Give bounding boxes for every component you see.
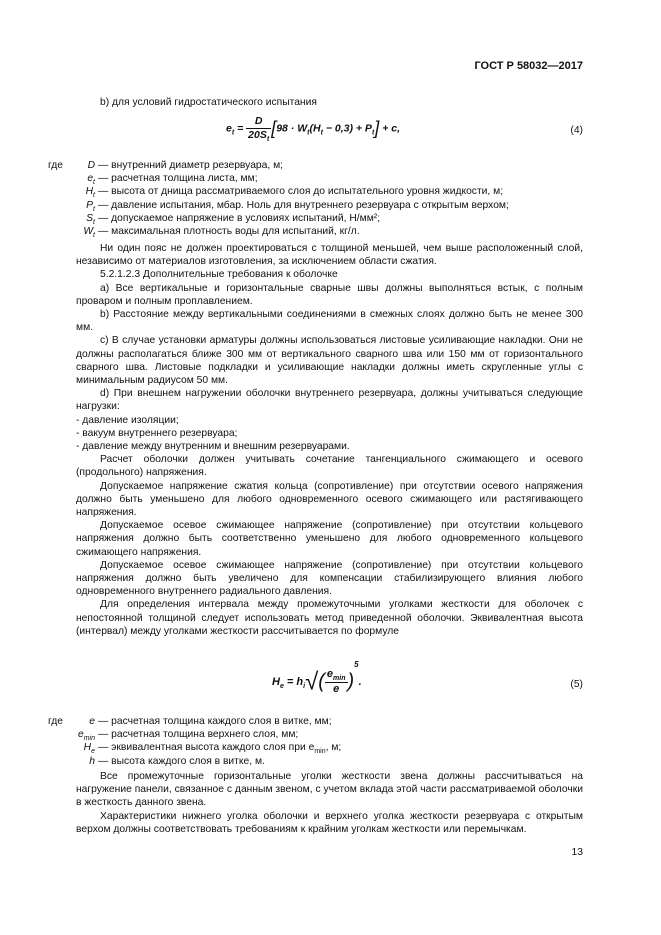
paragraph: - давление между внутренним и внешним резервуарами.	[76, 441, 350, 453]
document-header: ГОСТ Р 58032—2017	[474, 60, 583, 72]
variable-definition	[28, 172, 535, 185]
where-label-2: где	[48, 716, 64, 727]
variable-definition	[28, 741, 535, 754]
variable-description: — расчетная толщина верхнего слоя, мм;	[98, 729, 299, 741]
variable-symbol: $H_e$	[83, 742, 95, 756]
variable-description: — внутренний диаметр резервуара, м;	[98, 160, 284, 171]
variable-definition	[28, 199, 535, 212]
where-label-1: где	[48, 160, 64, 171]
variables-list-2	[28, 715, 535, 768]
intro-b: b) для условий гидростатического испытания	[100, 97, 317, 108]
paragraph: b) Расстояние между вертикальными соединениями в смежных слоях должно быть не менее 300 мм.	[76, 309, 583, 334]
variable-symbol: $H_t$	[85, 186, 95, 200]
paragraph: c) В случае установки арматуры должны использоваться листовые усиливающие накладки. Они не должны располагаться ближе 300 мм от вертикального сварного шва или 150 мм от горизонтального сварного шва. Листовые подкладки и усиливающие накладки должны иметь скругленные углы с минимальным радиусом 50 мм.	[76, 335, 583, 387]
variable-description: — эквивалентная высота каждого слоя при $e_{min}$, м;	[98, 742, 342, 756]
paragraph: - давление изоляции;	[76, 414, 179, 426]
paragraph: - вакуум внутреннего резервуара;	[76, 427, 238, 439]
variable-description: — давление испытания, мбар. Ноль для внутреннего резервуара с открытым верхом;	[98, 199, 509, 211]
variable-symbol: h	[89, 755, 95, 767]
paragraph: Ни один пояс не должен проектироваться с толщиной меньшей, чем выше расположенный слой, независимо от материалов изготовления, за исключением области сжатия.	[76, 243, 583, 268]
eq4-fraction: $\frac{D}{20S_t}$	[248, 115, 270, 144]
paragraph: Все промежуточные горизонтальные уголки жесткости звена должны рассчитываться на нагружение панели, связанное с данным звеном, с учетом вклада этой части рассматриваемой оболочки в жесткость данного звена.	[76, 771, 583, 809]
variable-definition	[28, 159, 535, 172]
equation-5-number: (5)	[570, 679, 583, 690]
variable-description: — расчетная толщина листа, мм;	[98, 173, 258, 185]
variable-description: — максимальная плотность воды для испытаний, кг/л.	[98, 225, 360, 237]
variables-list-1	[28, 159, 535, 238]
variable-definition	[28, 728, 535, 741]
paragraph: d) При внешнем нагружении оболочки внутреннего резервуара, должны учитываться следующие нагрузки:	[76, 388, 583, 413]
variable-description: — расчетная толщина каждого слоя в витке, мм;	[98, 716, 332, 727]
variable-symbol: $e_{min}$	[77, 729, 95, 743]
variable-symbol: $W_t$	[83, 225, 95, 239]
equation-4: $e_t$ = $\frac{D}{20S_t}$ $[98 \cdot W_t(H_t - 0,3) + P_t] + c$,	[226, 115, 401, 144]
variable-definition	[28, 755, 535, 768]
variable-symbol: $S_t$	[86, 212, 95, 226]
equation-5: $H_e = h_i√$( $\frac{e_{min}}{e}$ )$^5$.	[272, 660, 362, 696]
variable-description: — высота каждого слоя в витке, м.	[98, 755, 265, 767]
body-text-1	[76, 242, 583, 638]
paragraph: a) Все вертикальные и горизонтальные сварные швы должны выполняться встык, с полным проваром и полным проплавлением.	[76, 282, 583, 307]
paragraph: Допускаемое осевое сжимающее напряжение (сопротивление) при отсутствии кольцевого напряжения должно быть увеличено для компенсации стабилизирующего влияния любого одновременного внутреннего радиального давления.	[76, 559, 583, 598]
variable-definition	[28, 715, 535, 728]
paragraph: Характеристики нижнего уголка оболочки и верхнего уголка жесткости резервуара с открытым верхом должны соответствовать требованиям к крайним уголкам жесткости или перемычкам.	[76, 810, 583, 835]
paragraph: Расчет оболочки должен учитывать сочетание тангенциального сжимающего и осевого (продольного) напряжения.	[76, 454, 583, 479]
paragraph: Для определения интервала между промежуточными уголками жесткости для оболочек с непостоянной толщиной следует использовать метод приведенной оболочки. Эквивалентная высота (интервал) между уголками жесткости рассчитывается по формуле	[76, 599, 583, 637]
variable-definition	[28, 185, 535, 198]
paragraph: Допускаемое напряжение сжатия кольца (сопротивление) при отсутствии осевого напряжения должно быть уменьшено для любого одновременного осевого сжимающего или растягивающего напряжения.	[76, 480, 583, 519]
variable-symbol: D	[87, 160, 95, 171]
variable-description: — допускаемое напряжение в условиях испытаний, Н/мм²;	[98, 212, 381, 224]
paragraph: Допускаемое осевое сжимающее напряжение (сопротивление) при отсутствии кольцевого напряжения должно быть соответственно уменьшено для любого одновременного кольцевого сжимающего напряжения.	[76, 520, 583, 558]
page-number: 13	[571, 847, 583, 858]
variable-symbol: e	[89, 716, 95, 727]
variable-symbol: $e_t$	[87, 173, 95, 187]
variable-description: — высота от днища рассматриваемого слоя до испытательного уровня жидкости, м;	[98, 186, 504, 198]
equation-4-number: (4)	[570, 125, 583, 136]
variable-definition	[28, 225, 535, 238]
paragraph: 5.2.1.2.3 Дополнительные требования к оболочке	[100, 269, 338, 281]
eq5-fraction: $\frac{e_{min}}{e}$	[326, 668, 346, 695]
variable-definition	[28, 212, 535, 225]
body-text-2	[76, 770, 583, 836]
variable-symbol: $P_t$	[86, 199, 95, 213]
